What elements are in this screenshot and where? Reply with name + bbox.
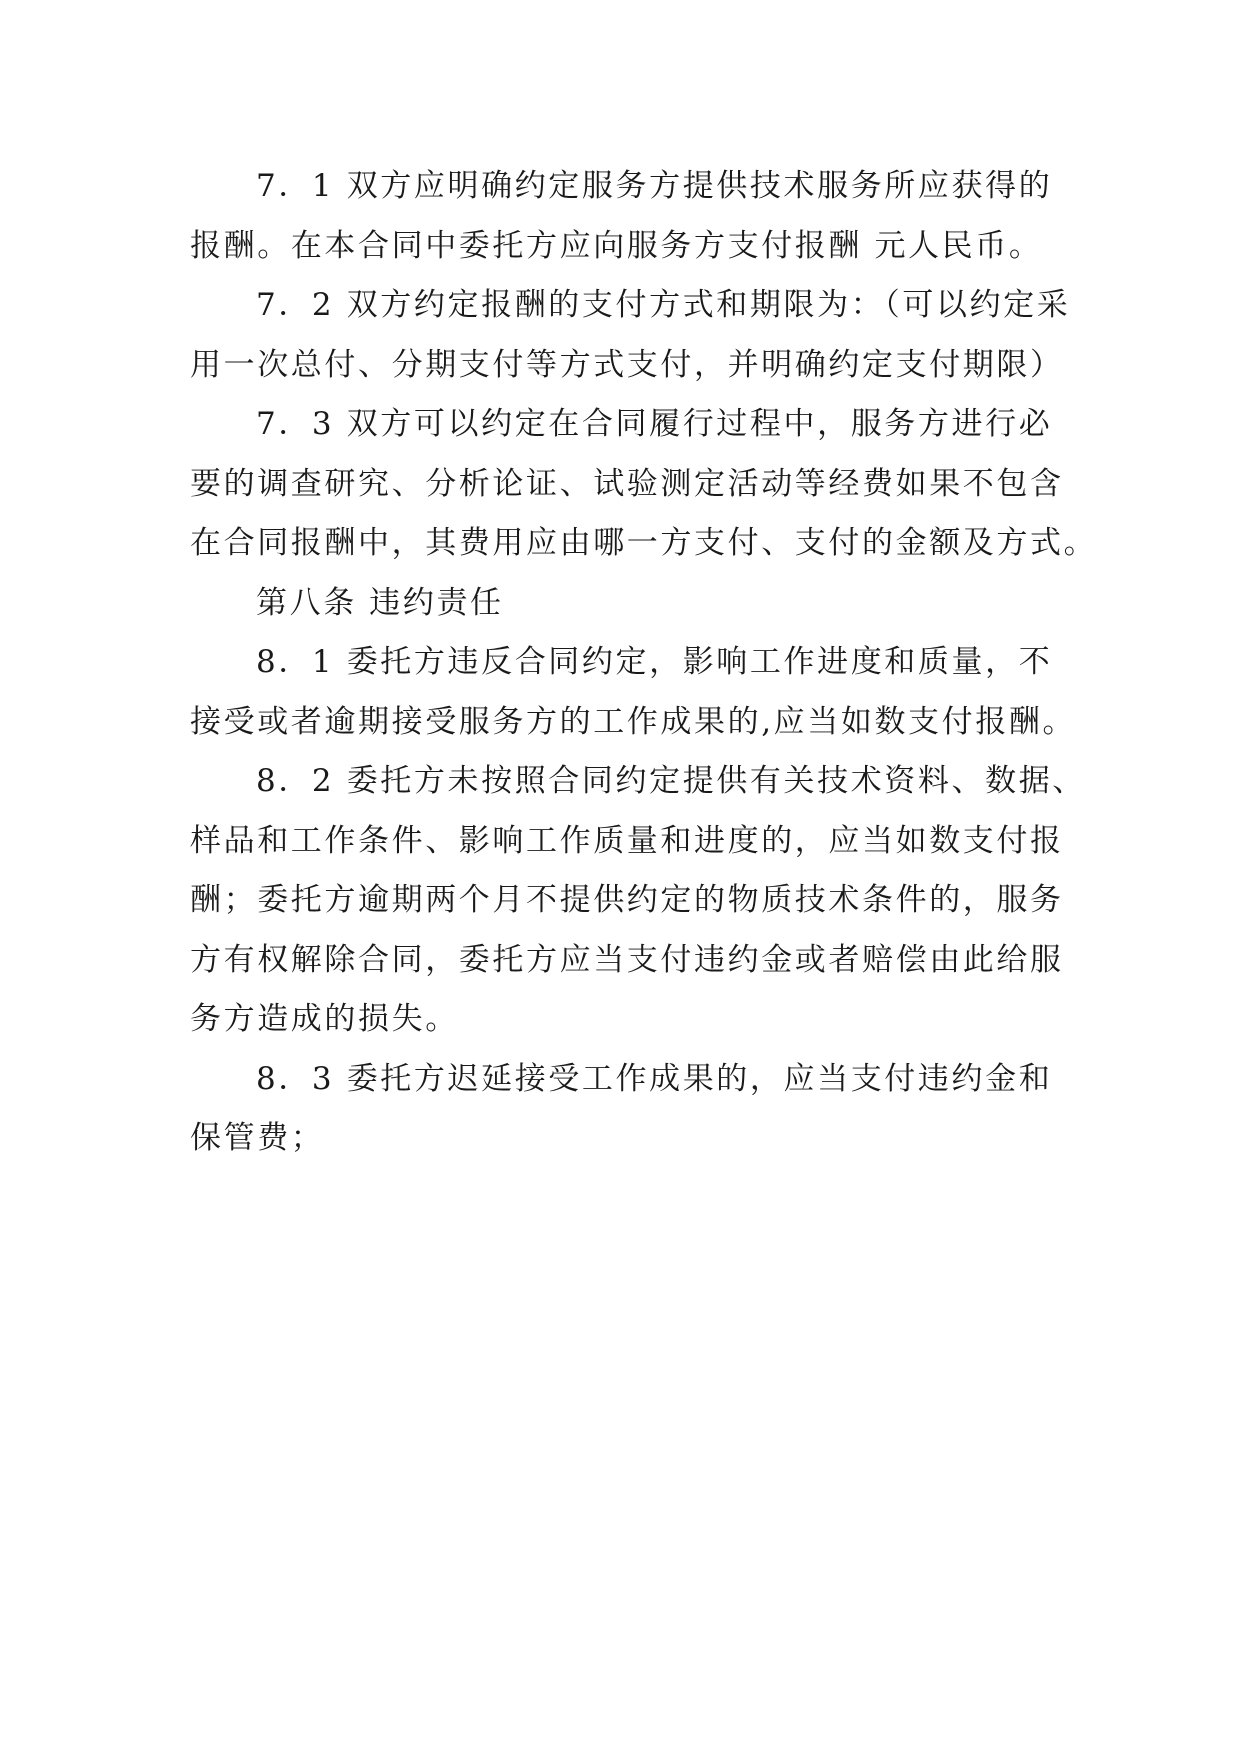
text-line: 要的调查研究、分析论证、试验测定活动等经费如果不包含 (190, 465, 1064, 502)
text-line: 8．2 委托方未按照合同约定提供有关技术资料、数据、 (256, 763, 1086, 799)
text-line: 在合同报酬中，其费用应由哪一方支付、支付的金额及方式。 (190, 525, 1098, 561)
text-line: 样品和工作条件、影响工作质量和进度的，应当如数支付报 (190, 822, 1064, 859)
text-line: 7．2 双方约定报酬的支付方式和期限为：（可以约定采 (256, 287, 1071, 323)
paragraph-8-2 (190, 752, 1086, 1050)
text-line: 方有权解除合同，委托方应当支付违约金或者赔偿由此给服 (190, 941, 1064, 978)
section-heading: 第八条 违约责任 (256, 584, 504, 621)
section-heading-article-8 (190, 574, 1070, 634)
text-line: 7．3 双方可以约定在合同履行过程中，服务方进行必 (256, 406, 1053, 442)
text-line: 8．1 委托方违反合同约定，影响工作进度和质量，不 (256, 644, 1053, 680)
paragraph-7-2 (190, 276, 1070, 395)
paragraph-7-1 (190, 157, 1070, 276)
text-line: 8．3 委托方迟延接受工作成果的，应当支付违约金和 (256, 1060, 1053, 1097)
text-line: 报酬。在本合同中委托方应向服务方支付报酬 元人民币。 (190, 227, 1043, 264)
paragraph-8-3 (190, 1050, 1070, 1169)
document-page (190, 157, 1098, 1169)
text-line: 用一次总付、分期支付等方式支付，并明确约定支付期限） (190, 346, 1064, 383)
text-line: 7．1 双方应明确约定服务方提供技术服务所应获得的 (256, 168, 1053, 204)
paragraph-8-1 (190, 633, 1077, 752)
text-line: 保管费； (190, 1120, 325, 1156)
text-line: 接受或者逾期接受服务方的工作成果的,应当如数支付报酬。 (190, 703, 1077, 740)
paragraph-7-3 (190, 395, 1098, 574)
text-line: 酬；委托方逾期两个月不提供约定的物质技术条件的，服务 (190, 882, 1064, 918)
text-line: 务方造成的损失。 (190, 1001, 459, 1037)
